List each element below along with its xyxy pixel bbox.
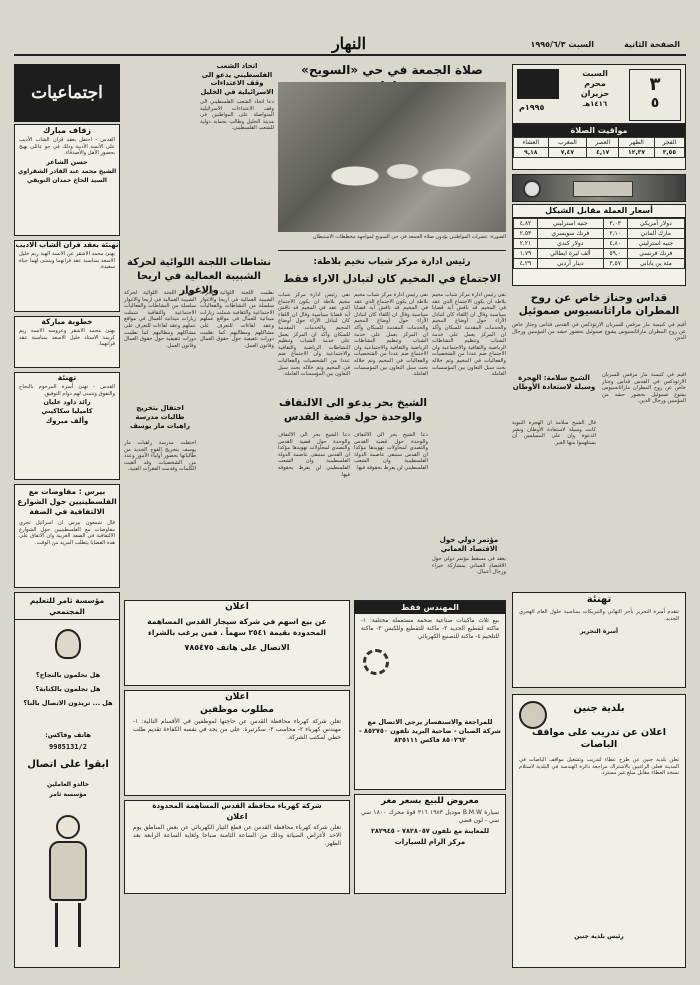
socials-banner — [14, 64, 120, 122]
currency-value: ١,٧٩ — [514, 249, 538, 259]
mabrouk: وألف مبروك — [45, 417, 89, 426]
car-sale-body: سيارة B.M.W موديل ١٩٨٣ ٣١٦ قوة محرك ١٨٠٠ سي سي - لون فضي — [361, 809, 499, 824]
currency-name: دولار كندي — [537, 239, 603, 249]
tahnia-3-title: تهنئة — [57, 373, 77, 382]
prayer-table — [513, 137, 685, 158]
shares-body: عن بيع اسهم في شركة سيجار القدس المساهمة المحدودة بقيمة ٢٥٤١ سهماً . فمن يرغب بالشراء — [147, 617, 327, 637]
currency-value: ٣,٥٧ — [603, 259, 627, 269]
prayer-head-2: الظهر — [619, 138, 654, 148]
jobs-sub: مطلوب موظفين — [200, 705, 274, 715]
currency-name: جنيه استرليني — [537, 219, 603, 229]
left-body: احتفلت مدرسة راهبات مار يوسف بتخريج الفوج الجديد من طالباتها بحضور أولياء الأمور وعدد من الشخصيات وقد ألقيت الكلمات وقدمت الفقرات الفنية. — [124, 440, 196, 473]
currency-value: ٢,٢١ — [514, 239, 538, 249]
greg-day: ٣ — [649, 74, 661, 95]
shares-phone: الاتصال على هاتف ٧٨٥٤٧٥ — [184, 643, 290, 652]
name-2: الشيخ محمد عبد القادر الشقراوي — [17, 167, 117, 175]
bishop-story — [512, 292, 686, 370]
shares-title: اعلان — [225, 602, 249, 612]
currency-value: ٥٩,٠ — [603, 249, 627, 259]
currency-name: مئة ين ياباني — [627, 259, 684, 269]
car-sale-sign: مركز الرام للسيارات — [394, 838, 466, 846]
currency-value: ٤,٨٠ — [603, 239, 627, 249]
wedding-box — [14, 124, 120, 236]
currency-name: دينار أردني — [537, 259, 603, 269]
student-body — [49, 841, 87, 901]
car-sale-title: معروض للبيع بسعر مغر — [381, 796, 479, 806]
electricity-sub: اعلان — [226, 812, 248, 821]
date-ornament — [517, 69, 559, 99]
date-box — [512, 64, 686, 124]
sheikh-body: دعا الشيخ بحر الى الالتفاف والوحدة حول قضية القدس والتصدي لمحاولات تهويدها مؤكدا ان القدس ستبقى عاصمة الدولة الفلسطينية وان الشعب الفلسطيني لن يفرط بحقوقه فيها. — [354, 432, 428, 471]
story-col-3: نفى رئيس ادارة مركز شباب مخيم بلاطة ان يكون الاجتماع الذي عقد في المخيم قد ناقش أية قضايا سياسية وقال ان اللقاء كان لتبادل الآراء حول أوضاع المخيم والخدمات المقدمة للسكان وأكد ان المركز يعمل على خدمة الشباب وتنظيم النشاطات الرياضية والثقافية والاجتماعية وان الاجتماع ضم عددا من الشخصيات والفعاليات في المخيم وتم خلاله بحث سبل التعاون بين المؤسسات العاملة. — [278, 292, 350, 378]
jobs-ad — [124, 690, 350, 796]
car-sale-ad — [354, 794, 506, 894]
day-name: السبت — [582, 69, 608, 78]
currency-row — [514, 239, 685, 249]
jenin-sign: رئيس بلدية جنين — [574, 933, 624, 940]
prayer-header-row — [514, 138, 685, 148]
sheikh-body-2: دعا الشيخ بحر الى الالتفاف والوحدة حول قضية القدس والتصدي لمحاولات تهويدها مؤكدا ان القدس ستبقى عاصمة الدولة الفلسطينية وان الشعب الفلسطيني لن يفرط بحقوقه فيها. — [278, 432, 350, 478]
conf-title: مؤتمر دولي حول الاقتصاد العماني — [439, 536, 499, 553]
prayer-time-1: ٣,٥٥ — [654, 148, 684, 158]
socials-title: اجتماعيات — [31, 83, 103, 103]
car-sale-phone: للمعاينة مع تلفون ٧٨٢٨٠٥٧ - ٢٨٢٩٤٥ — [370, 827, 490, 835]
currency-banner — [512, 174, 686, 202]
banknote-icon — [573, 181, 633, 197]
currency-table — [513, 218, 685, 269]
main-photo-caption: الصورة: عشرات المواطنين يؤدون صلاة الجمعة في حي السويح لمواجهة مخططات الاستيطان — [312, 234, 506, 240]
sheikh2-title: الشيخ سلامة: الهجرة وسيلة لاستعادة الأوطان — [512, 374, 596, 391]
name-3: السيد الحاج حمدان النويقي — [27, 176, 107, 184]
tahnia-2-title: خطوبة مباركة — [41, 317, 93, 326]
name-4: رائد داود عليان — [43, 398, 91, 407]
currency-value: ٤,٢٩ — [514, 259, 538, 269]
date-line: السبت ١٩٩٥/٦/٣ — [530, 40, 594, 49]
tahnia-2 — [14, 316, 120, 368]
bishop-title: قداس وجناز خاص عن روح المطران ماراثانسيوس صموئيل — [518, 292, 680, 317]
machines-contact: للمراجعة والاستفسار يرجى الاتصال مع شركة الصبان - ضاحية البريد تلفون ٨٥٢٧٥٠ - ٨٥٠٢٦٢ فاكس ٨٣٥١١١ — [359, 718, 501, 744]
education-sign-1: خالدو العاملين — [46, 781, 90, 788]
shares-ad — [124, 600, 350, 686]
tahnia-1-body: يهنئ محمد الاشقر عن الانسة الهبة ريم خليل الاسعد بمناسبة عقد قرانهما ويتمنى لهما حياة سعيدة. — [19, 251, 115, 271]
congrats-box — [512, 592, 686, 688]
congrats-sign: أسرة التحرير — [579, 628, 619, 636]
currency-name: جنيه استرليني — [627, 239, 684, 249]
prayer-time-3: ٤,١٧ — [587, 148, 619, 158]
electricity-body: تعلن شركة كهرباء محافظة القدس عن قطع التيار الكهربائي عن بعض المناطق يوم الاحد لأغراض الصيانة وذلك من الساعة الثامنة صباحا ولغاية الساعة الرابعة بعد الظهر. — [133, 824, 341, 847]
machines-title: المهندس فقط — [355, 601, 505, 614]
sheikh2-body: قال الشيخ سلامة ان الهجرة النبوية كانت وسيلة لاستعادة الأوطان ونشر الدعوة وان على المسلمين أن يستلهموا منها العبر. — [512, 420, 596, 446]
peres-story — [14, 484, 120, 588]
jobs-body: تعلن شركة كهرباء محافظة القدس عن حاجتها لموظفين في الأقسام التالية: ١- مهندس كهرباء ٢- محاسب ٣- سكرتيرة. على من يجد في نفسه الكفاءة تقديم طلب خطي لمكتب الشركة. — [133, 718, 341, 741]
tahnia-2-body: يهنئ محمد الاشقر وعروسه الانسة ريم كريمة الاستاذ خليل الاسعد بمناسبة عقد قرانهما. — [19, 328, 115, 348]
left-title: احتفال بتخريج طالبات مدرسة راهبات مار يوسف — [129, 404, 191, 430]
electricity-title: شركة كهرباء محافظة القدس المساهمة المحدودة — [152, 802, 322, 810]
bishop-body: أقيم في كنيسة مار مرقس للسريان الارثوذكس في القدس قداس وجناز خاص عن روح المطران ماراثانسيوس يشوع صموئيل بحضور حشد من المؤمنين ورجال الدين. — [512, 322, 686, 342]
gear-icon — [363, 649, 389, 675]
hijri-day: ٥ — [650, 95, 660, 111]
masthead — [14, 34, 686, 56]
story-col-2: نفى رئيس ادارة مركز شباب مخيم بلاطة ان يكون الاجتماع الذي عقد في المخيم قد ناقش أية قضايا سياسية وقال ان اللقاء كان لتبادل الآراء حول أوضاع المخيم والخدمات المقدمة للسكان وأكد ان المركز يعمل على خدمة الشباب وتنظيم النشاطات الرياضية والثقافية والاجتماعية وان الاجتماع ضم عددا من الشخصيات والفعاليات في المخيم وتم خلاله بحث سبل التعاون بين المؤسسات العاملة. — [354, 292, 428, 378]
tahnia-1-title: تهنئة بعقد قران الشاب الاديب — [15, 241, 119, 249]
page-label: الصفحة الثانية — [624, 40, 680, 49]
education-q3: هل ... تريدون الاتصال بالنا؟ — [23, 699, 113, 707]
tahnia-3 — [14, 372, 120, 480]
tahnia-1 — [14, 240, 120, 312]
date-text — [567, 69, 623, 109]
currency-name: مارك ألماني — [627, 229, 684, 239]
col-body-2: نظمت اللجنة اللوائية لحركة الشبيبة العمالية في اريحا والاغوار سلسلة من النشاطات والفعاليات الاجتماعية والثقافية شملت زيارات ميدانية للعمال في مواقع عملهم وعقد لقاءات للتعرف على مشاكلهم ومطالبهم كما نظمت دورات تثقيفية حول حقوق العمال وقانون العمل. — [124, 290, 196, 349]
coins-icon — [523, 180, 541, 198]
congrats-title: تهنئة — [586, 594, 612, 605]
prayer-title: مواقيت الصلاة — [513, 125, 685, 137]
main-headline: صلاة الجمعة في حي «السويح» — [301, 63, 483, 77]
protest-body: دعا اتحاد الشعب الفلسطيني الى وقف الاعتداءات الاسرائيلية المتواصلة على المواطنين في مدينة الخليل وطالب بحماية دولية للشعب الفلسطيني. — [200, 99, 274, 132]
jenin-body: تعلن بلدية جنين عن طرح عطاء لتدريب وتشغيل مواقف الباصات في المدينة فعلى الراغبين بالاشتراك مراجعة دائرة الهندسة في البلدية لاستلام نسخة العطاء مقابل مبلغ غير مسترد. — [519, 757, 679, 777]
prayer-time-5: ٩,١٨ — [514, 148, 549, 158]
story-title: الاجتماع في المخيم كان لتبادل الاراء فقط — [283, 273, 501, 285]
currency-row — [514, 259, 685, 269]
worshippers-figures — [298, 122, 488, 212]
currency-row — [514, 219, 685, 229]
sheikh-title: الشيخ بحر يدعو الى الالتفاف والوحدة حول قضية القدس — [278, 397, 427, 423]
currency-value: ٤,٨٢ — [514, 219, 538, 229]
currency-name: فرنك فرنسي — [627, 249, 684, 259]
currency-value: ٢,٥٣ — [514, 229, 538, 239]
conf-body: يعقد في مسقط مؤتمر دولي حول الاقتصاد العماني بمشاركة خبراء ورجال أعمال. — [432, 556, 506, 576]
center-rule — [278, 250, 506, 251]
education-ad — [14, 592, 120, 968]
currency-row — [514, 249, 685, 259]
peres-title: بيرس : مفاوضات مع الفلسطينيين حول الشوارع الالتفافية في الضفة — [17, 487, 117, 516]
education-phone: 9985131/2 — [49, 743, 87, 751]
col-body-1: نظمت اللجنة اللوائية لحركة الشبيبة العمالية في اريحا والاغوار سلسلة من النشاطات والفعاليات الاجتماعية والثقافية شملت زيارات ميدانية للعمال في مواقع عملهم وعقد لقاءات للتعرف على مشاكلهم ومطالبهم كما نظمت دورات تثقيفية حول حقوق العمال وقانون العمل. — [200, 290, 274, 349]
currency-name: ألف ليرة ايطالي — [537, 249, 603, 259]
prayer-head-3: العصر — [587, 138, 619, 148]
protest-title: اتحاد الشعب الفلسطيني يدعو الى وقف الاعتداءات الاسرائيلية في الخليل — [200, 62, 274, 96]
peres-body: قال شمعون بيرس ان اسرائيل تجري مفاوضات مع الفلسطينيين حول الشوارع الالتفافية في الضفة الغربية وان الاتفاق على هذه القضايا يتطلب المزيد من الوقت. — [19, 520, 115, 546]
main-photo — [278, 82, 506, 232]
jenin-ad — [512, 694, 686, 968]
wedding-body: القدس - احتفل بعقد قران الشاب الأديب على الآنسة الأديبة وذلك في جو عائلي بهيج بحضور الأهل والأصدقاء. — [19, 137, 115, 157]
prayer-head-4: المغرب — [548, 138, 587, 148]
greg-month: حزيران — [580, 89, 610, 98]
greg-date-block — [629, 69, 681, 121]
currency-rates — [512, 204, 686, 286]
bulb-icon — [55, 629, 81, 659]
education-sign-2: مؤسسة ثامر — [49, 791, 87, 798]
education-q2: هل تحلمون بالكتابة؟ — [35, 685, 101, 693]
story-col-1: نفى رئيس ادارة مركز شباب مخيم بلاطة ان يكون الاجتماع الذي عقد في المخيم قد ناقش أية قضايا سياسية وقال ان اللقاء كان لتبادل الآراء حول أوضاع المخيم والخدمات المقدمة للسكان وأكد ان المركز يعمل على خدمة الشباب وتنظيم النشاطات الرياضية والثقافية والاجتماعية وان الاجتماع ضم عددا من الشخصيات والفعاليات في المخيم وتم خلاله بحث سبل التعاون بين المؤسسات العاملة. — [432, 292, 506, 378]
prayer-head-5: العشاء — [514, 138, 549, 148]
currency-value: ٢,١٠ — [603, 229, 627, 239]
education-title: مؤسسة ثامر للتعليم المجتمعي — [15, 593, 119, 620]
electricity-ad — [124, 800, 350, 894]
jobs-title: اعلان — [225, 692, 249, 702]
hijri-month: محرم — [584, 79, 606, 88]
protest-story — [200, 62, 274, 252]
prayer-times — [512, 124, 686, 170]
prayer-time-2: ١٢,٣٧ — [619, 148, 654, 158]
currency-name: فرنك سويسري — [537, 229, 603, 239]
currency-value: ٣,٠٣ — [603, 219, 627, 229]
greg-year: ١٩٩٥م — [519, 103, 545, 112]
student-legs — [55, 903, 81, 947]
tahnia-3-body: القدس - تهنئ أسرة المرحوم بالنجاح والتفوق وتتمنى لهم دوام التوفيق. — [19, 384, 115, 397]
congrats-body: تتقدم أسرة التحرير بأحر التهاني والتبريكات بمناسبة حلول العام الهجري الجديد. — [519, 609, 679, 622]
currency-row — [514, 229, 685, 239]
education-q1: هل تحلمون بالنجاح؟ — [35, 671, 101, 679]
currency-title: أسعار العملة مقابل الشيكل — [513, 205, 685, 218]
jenin-sub: اعلان عن تدريب على مواقف الباصات — [531, 727, 667, 750]
currency-name: دولار أمريكي — [627, 219, 684, 229]
student-illustration — [39, 815, 97, 955]
newspaper-logo: النهار — [331, 34, 367, 53]
machines-ad — [354, 600, 506, 790]
machines-list: بيع ثلاث ماكينات صناعية ضخمة مستعملة مختلفة: ١- ماكنة لتقطيع الحديد ٢- ماكنة للتقطيع وللكبس ٣- ماكنة للتلحيم ٤- ماكنة للتصنيع الكهربائي — [361, 618, 499, 640]
bishop-body-cont: أقيم في كنيسة مار مرقس للسريان الارثوذكس في القدس قداس وجناز خاص عن روح المطران ماراثانسيوس يشوع صموئيل بحضور حشد من المؤمنين ورجال الدين. — [602, 372, 686, 405]
hijri-year: ١٤١٦هـ — [582, 100, 608, 108]
prayer-time-4: ٧,٤٧ — [548, 148, 587, 158]
story-bold: رئيس ادارة مركز شباب نخيم بلاطة: — [313, 257, 471, 267]
prayer-head-1: الفجر — [654, 138, 684, 148]
municipality-logo — [519, 701, 547, 729]
name-5: كاميليا سكاكيني — [41, 407, 93, 416]
education-phone-label: هاتف وفاكس: — [45, 731, 91, 739]
prayer-time-row — [514, 148, 685, 158]
name-1: حسن الشاعر — [46, 157, 88, 166]
education-slogan: ابقوا على اتصال — [27, 759, 109, 770]
jenin-title: بلدية جنين — [573, 703, 625, 714]
student-head — [56, 815, 80, 839]
wedding-title: زفاف مبارك — [42, 126, 92, 135]
col-title: نشاطات اللجنة اللوائية لحركة الشبيبة العمالية في اريحا والاغوار — [127, 257, 271, 296]
